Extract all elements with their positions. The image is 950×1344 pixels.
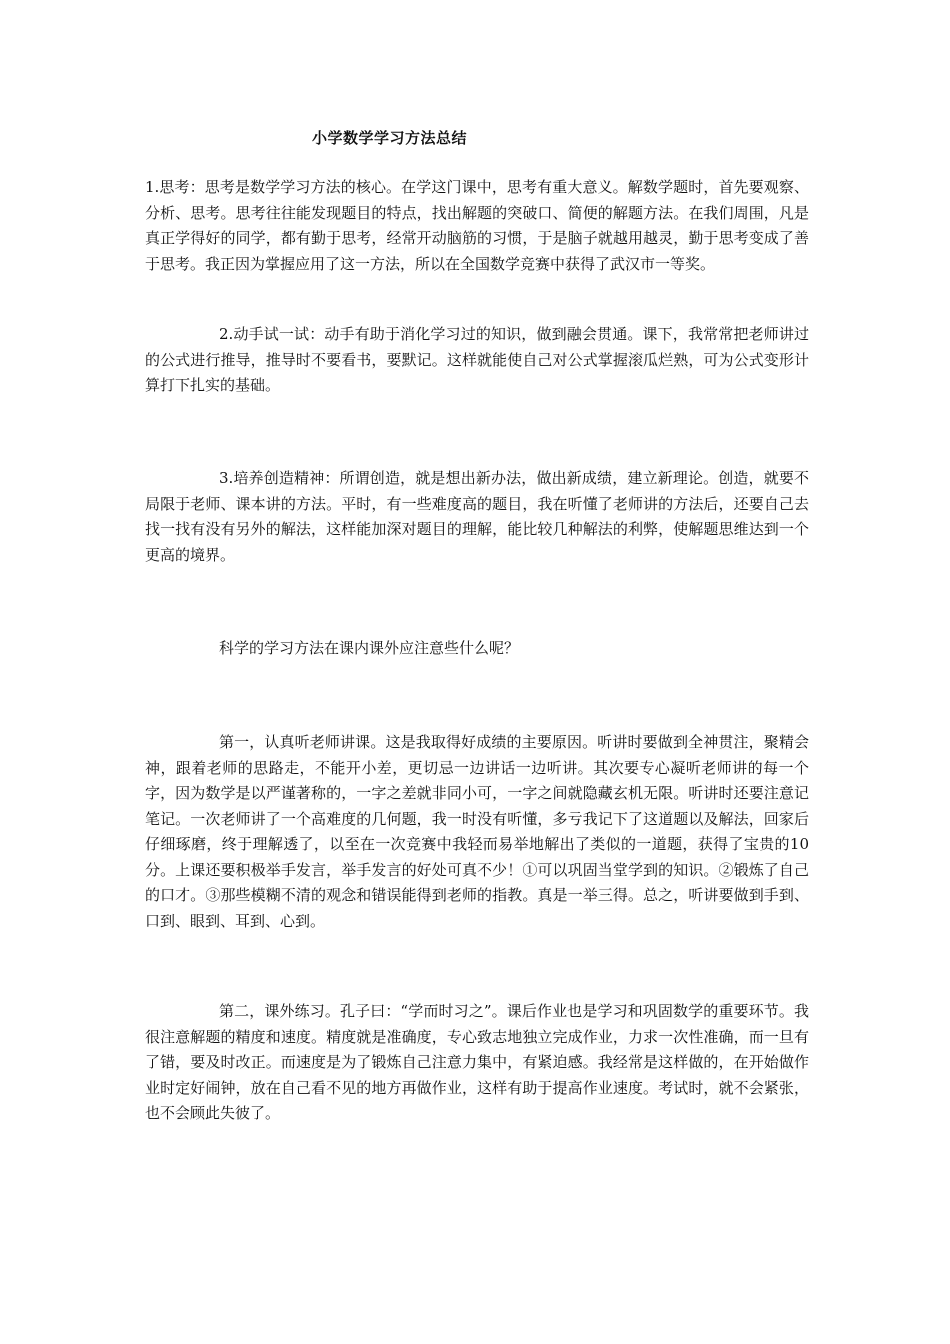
paragraph-hands-on: 2.动手试一试：动手有助于消化学习过的知识，做到融会贯通。课下，我常常把老师讲过的公式进行推导，推导时不要看书，要默记。这样就能使自己对公式掌握滚瓜烂熟，可为公式变形计算打下扎实的基础。 [145, 325, 809, 394]
paragraph-practice: 第二，课外练习。孔子曰：“学而时习之”。课后作业也是学习和巩固数学的重要环节。我很注意解题的精度和速度。精度就是准确度，专心致志地独立完成作业，力求一次性准确，而一旦有了错，要及时改正。而速度是为了锻炼自己注意力集中，有紧迫感。我经常是这样做的，在开始做作业时定好闹钟，放在自己看不见的地方再做作业，这样有助于提高作业速度。考试时，就不会紧张，也不会顾此失彼了。 [145, 1002, 809, 1122]
paragraph-question: 科学的学习方法在课内课外应注意些什么呢？ [219, 639, 520, 657]
paragraph-listening: 第一，认真听老师讲课。这是我取得好成绩的主要原因。听讲时要做到全神贯注，聚精会神，跟着老师的思路走，不能开小差，更切忌一边讲话一边听讲。其次要专心凝听老师讲的每一个字，因为数学是以严谨著称的，一字之差就非同小可，一字之间就隐藏玄机无限。听讲时还要注意记笔记。一次老师讲了一个高难度的几何题，我一时没有听懂，多亏我记下了这道题以及解法，回家后仔细琢磨，终于理解透了，以至在一次竞赛中我轻而易举地解出了类似的一道题，获得了宝贵的10分。上课还要积极举手发言，举手发言的好处可真不少！①可以巩固当堂学到的知识。②锻炼了自己的口才。③那些模糊不清的观念和错误能得到老师的指教。真是一举三得。总之，听讲要做到手到、口到、眼到、耳到、心到。 [145, 733, 809, 930]
paragraph-thinking: 1.思考：思考是数学学习方法的核心。在学这门课中，思考有重大意义。解数学题时，首先要观察、分析、思考。思考往往能发现题目的特点，找出解题的突破口、简便的解题方法。在我们周围，凡是真正学得好的同学，都有勤于思考，经常开动脑筋的习惯，于是脑子就越用越灵，勤于思考变成了善于思考。我正因为掌握应用了这一方法，所以在全国数学竞赛中获得了武汉市一等奖。 [145, 178, 809, 273]
document-title: 小学数学学习方法总结 [312, 129, 468, 147]
paragraph-creativity: 3.培养创造精神：所谓创造，就是想出新办法，做出新成绩，建立新理论。创造，就要不局限于老师、课本讲的方法。平时，有一些难度高的题目，我在听懂了老师讲的方法后，还要自己去找一找有没有另外的解法，这样能加深对题目的理解，能比较几种解法的利弊，使解题思维达到一个更高的境界。 [145, 469, 809, 564]
